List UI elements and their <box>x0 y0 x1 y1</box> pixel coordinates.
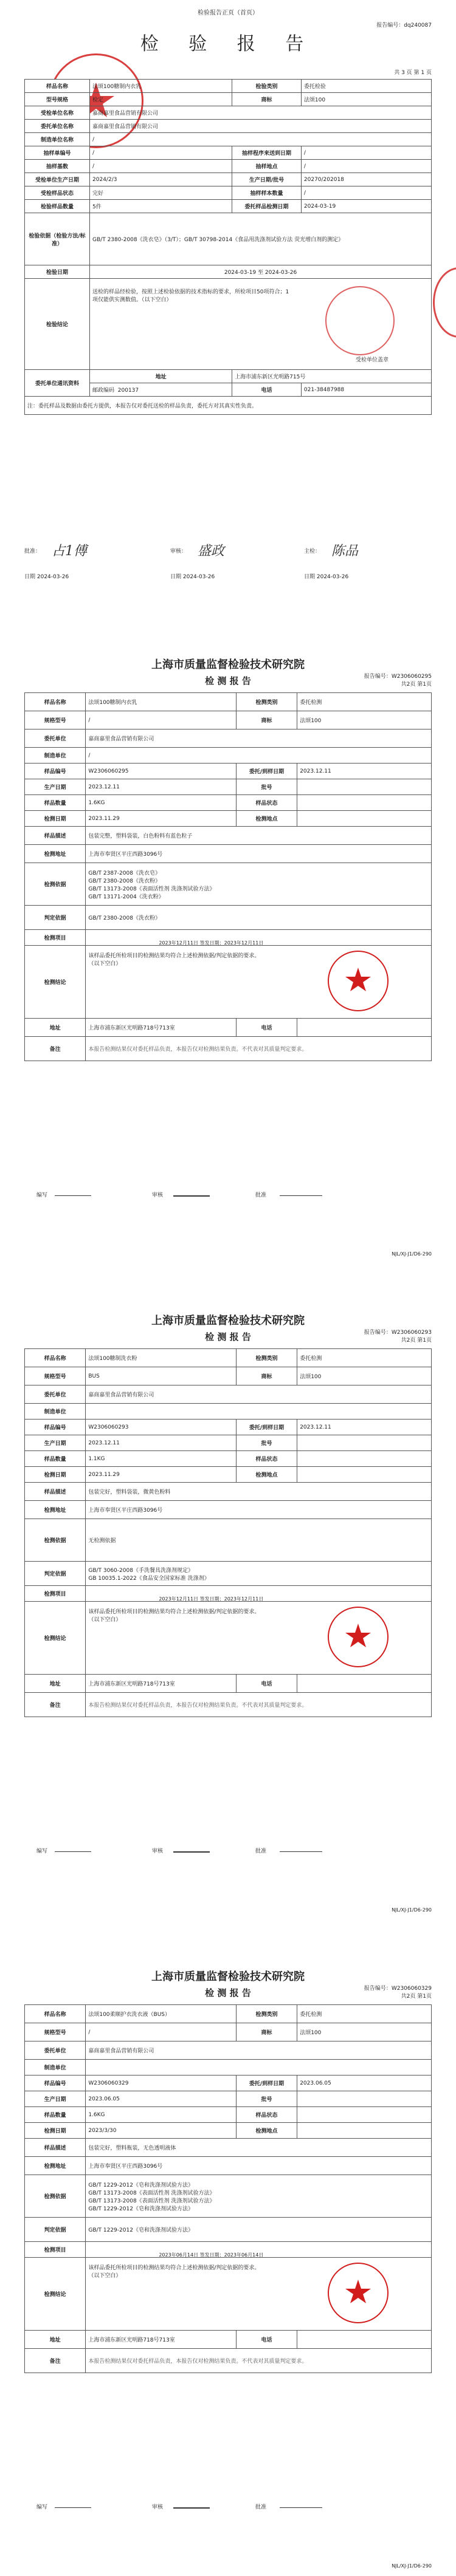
note-value: 注：委托样品及数据由委托方提供，本报告仅对委托送检的样品负责，委托方对其真实性负责。 <box>25 397 432 415</box>
state-label: 样品状态 <box>236 2107 297 2123</box>
batch-label: 生产日期/批号 <box>232 173 302 186</box>
report-subtitle: 检 测 报 告 <box>205 1987 251 1998</box>
brand-value: 法颂100 <box>297 1367 432 1385</box>
site-label: 检测地址 <box>25 1501 86 1519</box>
date-value: 2024/2/3 <box>90 173 232 186</box>
batch-value: 20270/202018 <box>301 173 431 186</box>
test-date-value: 2023/3/30 <box>86 2123 237 2139</box>
form-code: NJL/XJ-J1/D6-290 <box>392 1251 432 1257</box>
qty-label: 样品数量 <box>25 2107 86 2123</box>
inspection-type-value: 委托检验 <box>301 80 431 93</box>
production-date-label: 生产日期 <box>25 1435 86 1451</box>
site-value: 上海市奉贤区平庄西路3096号 <box>86 1501 432 1519</box>
judge-value: GB/T 2380-2008《洗衣粉》 <box>86 906 432 930</box>
test-date-label: 检测日期 <box>25 811 86 827</box>
report-number: 报告编号：W2306060329 <box>364 1986 432 1992</box>
inspected-unit-label: 受检单位名称 <box>25 106 90 120</box>
state-value <box>297 1451 432 1467</box>
basis-value: 无检测依据 <box>86 1519 432 1562</box>
report-subtitle: 检 测 报 告 <box>205 1331 251 1342</box>
receive-date-value: 2023.06.05 <box>297 2075 432 2091</box>
receive-date-value: 2023.12.11 <box>297 1420 432 1435</box>
sample-no-value: W2306060329 <box>86 2075 237 2091</box>
status-value: 完好 <box>90 186 232 200</box>
addr-value: 上海市浦东新区光明路718号713室 <box>86 1019 237 1037</box>
approver-label: 批准： <box>24 548 41 555</box>
sampling-base-value: / <box>90 160 232 173</box>
sample-name-value: 法颂100糖制内衣乳 <box>90 80 232 93</box>
sample-no-label: 样品编号 <box>25 2075 86 2091</box>
remark-label: 备注 <box>25 2349 86 2373</box>
qty-value: 1.1KG <box>86 1451 237 1467</box>
sample-no-label: 样品编号 <box>25 1420 86 1435</box>
conclusion-cell <box>86 2252 432 2331</box>
judge-label: 判定依据 <box>25 2218 86 2242</box>
basis-label: 检测依据 <box>25 1519 86 1562</box>
period-label: 检验日期 <box>25 265 90 279</box>
institute-name: 上海市质量监督检验技术研究院 <box>151 1314 305 1327</box>
conclusion-seal-stamp <box>325 286 395 355</box>
batch-value <box>297 1435 432 1451</box>
test-report-page-p3 <box>0 1282 456 1932</box>
state-label: 样品状态 <box>236 795 297 811</box>
qty-label: 抽样样本数量 <box>232 186 302 200</box>
inspection-seal-stamp <box>328 1607 389 1667</box>
report-number: 报告编号：dq240087 <box>376 22 432 29</box>
seal-star-icon <box>329 952 387 1010</box>
state-value <box>297 795 432 811</box>
inspection-seal-stamp <box>328 2263 389 2323</box>
sampling-place-label: 抽样地点 <box>232 160 302 173</box>
form-code: NJL/XJ-J1/D6-290 <box>392 1907 432 1913</box>
site-value: 上海市奉贤区平庄西路3096号 <box>86 2157 432 2175</box>
test-place-value <box>297 2123 432 2139</box>
approver-date: 日期 2024-03-26 <box>24 574 69 580</box>
conclusion-value: 该样品委托所检项目的检测结果均符合上述检测依据/判定依据的要求。 （以下空白） <box>88 953 260 967</box>
seal-star-icon <box>329 1608 387 1666</box>
client-label: 委托单位 <box>25 729 86 748</box>
inspection-seal-stamp <box>328 951 389 1011</box>
reviewer-label: 审核 <box>152 2504 164 2510</box>
brand-value: 法颂100 <box>297 711 432 729</box>
brand-label: 商标 <box>236 2023 297 2041</box>
client-label: 委托单位 <box>25 2041 86 2060</box>
conclusion-value: 送检的样品经检验，按照上述检验依据的技术指标的要求，所检项目50项符合；1项仅能供实测数值。（以下空白） <box>92 289 289 303</box>
signature-row <box>36 1191 426 1227</box>
conclusion-label: 检测结论 <box>25 946 86 1019</box>
report-number: 报告编号：W2306060295 <box>364 674 432 680</box>
reviewer-label: 审核 <box>152 1848 164 1854</box>
brand-label: 商标 <box>236 711 297 729</box>
sample-name-label: 样品名称 <box>25 1349 86 1367</box>
test-report-page-p2 <box>0 626 456 1276</box>
report-number-block <box>364 1329 432 1345</box>
addr-label: 地址 <box>25 1675 86 1693</box>
type-value: 委托检测 <box>297 2005 432 2023</box>
judge-label: 判定依据 <box>25 1562 86 1586</box>
type-value: 委托检测 <box>297 693 432 711</box>
conclusion-label: 检验结论 <box>25 279 90 370</box>
judge-value: GB/T 1229-2012《皂和洗涤剂试验方法》 <box>86 2218 432 2242</box>
recv-label: 委托样品检测日期 <box>232 200 302 213</box>
report-number: 报告编号：W2306060293 <box>364 1330 432 1336</box>
reviewer-label: 审核： <box>170 548 187 555</box>
sampling-place-value: / <box>301 160 431 173</box>
production-date-label: 生产日期 <box>25 2091 86 2107</box>
producer-value: / <box>86 748 432 764</box>
approver-signature <box>280 2507 322 2508</box>
author-signature <box>55 1851 91 1852</box>
author-signature <box>55 1195 91 1196</box>
test-place-label: 检测地点 <box>236 2123 297 2139</box>
judge-label: 判定依据 <box>25 906 86 930</box>
production-date-label: 生产日期 <box>25 779 86 795</box>
sampling-base-label: 抽样基数 <box>25 160 90 173</box>
producer-label: 制造单位 <box>25 2060 86 2075</box>
sample-name-label: 样品名称 <box>25 693 86 711</box>
page-header: 检验报告正页（首页） <box>198 10 258 16</box>
sample-no-value: W2306060293 <box>86 1420 237 1435</box>
issue-date: 2023年12月11日 签发日期：2023年12月11日 <box>159 1596 264 1602</box>
qty-value: / <box>301 186 431 200</box>
client-value: 嘉商嘉里食品营销有限公司 <box>86 1385 432 1404</box>
sample-name-value: 法颂100糖制内衣乳 <box>86 693 237 711</box>
test-place-value <box>297 1467 432 1483</box>
addr-value: 上海市浦东新区光明路718号713室 <box>86 2331 237 2349</box>
author-signature <box>55 2507 91 2508</box>
report-subtitle: 检 测 报 告 <box>205 675 251 686</box>
approver-label: 批准 <box>255 1848 267 1854</box>
judge-value: GB/T 3060-2008《手洗餐具洗涤剂规定》 GB 10035.1-2022《食品安全国家标准 洗涤剂》 <box>86 1562 432 1586</box>
test-date-value: 2023.11.29 <box>86 1467 237 1483</box>
reviewer-signature: 盛政 <box>198 544 225 559</box>
batch-label: 批号 <box>236 2091 297 2107</box>
desc-value: 包装完整，塑料袋装，白色粉料有蓝色粒子 <box>86 827 432 845</box>
reviewer-signature <box>173 2507 210 2509</box>
model-label: 型号规格 <box>25 93 90 106</box>
site-label: 检测地址 <box>25 2157 86 2175</box>
basis-label: 检测依据 <box>25 863 86 906</box>
issue-date: 2023年06月14日 签发日期：2023年06月14日 <box>159 2252 264 2258</box>
basis-value: GB/T 1229-2012《皂和洗涤剂试验方法》 GB/T 13173-2008《表面活性剂 洗涤剂试验方法》 GB/T 13173-2008《表面活性剂 洗涤剂试验方法》 GB/T 1229-2012《皂和洗涤剂试验方法》 <box>86 2175 432 2218</box>
report-title: 检 验 报 告 <box>140 33 316 55</box>
qty-label: 样品数量 <box>25 1451 86 1467</box>
basis-label: 检测依据 <box>25 2175 86 2218</box>
addr-label: 地址 <box>90 370 232 383</box>
remark-value: 本报告检测结果仅对委托样品负责，本报告仅对检测结果负责。不代表对其质量判定要求。 <box>86 1693 432 1717</box>
client-value: 嘉商嘉里食品营销有限公司 <box>86 2041 432 2060</box>
sample-name-label: 样品名称 <box>25 2005 86 2023</box>
amount-label: 检验样品数量 <box>25 200 90 213</box>
test-table <box>24 2004 432 2373</box>
conclusion-value: 该样品委托所检项目的检测结果均符合上述检测依据/判定依据的要求。 （以下空白） <box>88 1609 260 1623</box>
model-value: 检定 <box>90 93 232 106</box>
tel-value <box>297 1019 432 1037</box>
reviewer-label: 审核 <box>152 1192 164 1198</box>
inspector-date: 日期 2024-03-26 <box>304 574 349 580</box>
approver-label: 批准 <box>255 1192 267 1198</box>
producer-label: 制造单位 <box>25 748 86 764</box>
addr-label: 地址 <box>25 1019 86 1037</box>
sample-no-value: W2306060295 <box>86 764 237 779</box>
approver-signature <box>280 1851 322 1852</box>
production-date-value: 2023.12.11 <box>86 1435 237 1451</box>
sample-name-label: 样品名称 <box>25 80 90 93</box>
remark-value: 本报告检测结果仅对委托样品负责，本报告仅对检测结果负责。不代表对其质量判定要求。 <box>86 2349 432 2373</box>
edge-seal-stamp <box>433 267 456 338</box>
approver-label: 批准 <box>255 2504 267 2510</box>
desc-label: 样品描述 <box>25 827 86 845</box>
approver-signature <box>280 1195 322 1196</box>
tel-label: 电话 <box>236 1675 297 1693</box>
type-value: 委托检测 <box>297 1349 432 1367</box>
test-report-page-p4 <box>0 1938 456 2576</box>
receive-date-label: 委托/到样日期 <box>236 2075 297 2091</box>
brand-value: 法颂100 <box>297 2023 432 2041</box>
type-label: 检测类别 <box>236 693 297 711</box>
state-value <box>297 2107 432 2123</box>
conclusion-cell <box>90 279 432 370</box>
producer-value <box>86 1404 432 1420</box>
test-date-label: 检测日期 <box>25 1467 86 1483</box>
production-date-value: 2023.06.05 <box>86 2091 237 2107</box>
conclusion-cell <box>86 1596 432 1675</box>
client-unit-label: 委托单位名称 <box>25 120 90 133</box>
qty-label: 样品数量 <box>25 795 86 811</box>
model-value: BUS <box>86 1367 237 1385</box>
site-value: 上海市奉贤区平庄西路3096号 <box>86 845 432 863</box>
test-place-value <box>297 811 432 827</box>
tel-label: 电话 <box>232 383 302 397</box>
sampler-label: 抽样单编号 <box>25 146 90 160</box>
issue-date: 2023年12月11日 签发日期：2023年12月11日 <box>159 940 264 946</box>
desc-value: 包装完好，塑料瓶装，无色透明液体 <box>86 2139 432 2157</box>
tel-label: 电话 <box>236 2331 297 2349</box>
model-label: 规格型号 <box>25 1367 86 1385</box>
desc-label: 样品描述 <box>25 2139 86 2157</box>
basis-label: 检验依据（检验方法/标准） <box>25 213 90 265</box>
report-number-block <box>364 673 432 689</box>
client-unit-value: 嘉商嘉里食品营销有限公司 <box>90 120 432 133</box>
remark-label: 备注 <box>25 1693 86 1717</box>
author-label: 编写 <box>36 1848 48 1854</box>
receive-date-label: 委托/到样日期 <box>236 764 297 779</box>
qty-value: 1.6KG <box>86 795 237 811</box>
reviewer-signature <box>173 1851 210 1853</box>
form-code: NJL/XJ-J1/D6-290 <box>392 2563 432 2569</box>
basis-value: GB/T 2387-2008《洗衣皂》 GB/T 2380-2008《洗衣粉》 GB/T 13173-2008《表面活性剂 洗涤剂试验方法》 GB/T 13171-2004《洗衣粉》 <box>86 863 432 906</box>
conclusion-cell <box>86 940 432 1019</box>
page-number: 共2页 第1页 <box>401 1338 432 1344</box>
producer-value: / <box>90 133 432 146</box>
sample-name-value: 法颂100糖制洗衣粉 <box>86 1349 237 1367</box>
page-number: 共2页 第1页 <box>401 1993 432 2000</box>
period-value: 2024-03-19 至 2024-03-26 <box>90 265 432 279</box>
remark-label: 备注 <box>25 1037 86 1061</box>
brand-label: 商标 <box>232 93 302 106</box>
addr-value: 上海市浦东新区光明路715号 <box>232 370 432 383</box>
sample-name-value: 法颂100柔顺护衣洗衣液（BUS） <box>86 2005 237 2023</box>
zip-label: 邮政编码 <box>92 388 115 394</box>
batch-value <box>297 2091 432 2107</box>
zip-cell <box>90 383 232 397</box>
addr-value: 上海市浦东新区光明路718号713室 <box>86 1675 237 1693</box>
test-table <box>24 692 432 1061</box>
author-label: 编写 <box>36 2504 48 2510</box>
producer-label: 制造单位 <box>25 1404 86 1420</box>
zip-value: 200137 <box>117 388 139 394</box>
inspected-unit-value: 嘉商嘉里食品营销有限公司 <box>90 106 432 120</box>
client-value: 嘉商嘉里食品营销有限公司 <box>86 729 432 748</box>
test-date-label: 检测日期 <box>25 2123 86 2139</box>
producer-value <box>86 2060 432 2075</box>
institute-name: 上海市质量监督检验技术研究院 <box>151 1970 305 1983</box>
model-label: 规格型号 <box>25 2023 86 2041</box>
status-label: 受检样品状态 <box>25 186 90 200</box>
report-table <box>24 79 432 415</box>
type-label: 检测类别 <box>236 2005 297 2023</box>
conclusion-label: 检测结论 <box>25 2258 86 2331</box>
brand-value: 法颂100 <box>301 93 431 106</box>
client-contact-label: 委托单位通讯资料 <box>25 370 90 397</box>
batch-label: 批号 <box>236 779 297 795</box>
batch-value <box>297 779 432 795</box>
items-label: 检测项目 <box>25 2242 86 2258</box>
brand-label: 商标 <box>236 1367 297 1385</box>
model-value: / <box>86 711 237 729</box>
tel-value: 021-38487988 <box>301 383 431 397</box>
inspection-type-label: 检验类别 <box>232 80 302 93</box>
test-date-value: 2023.11.29 <box>86 811 237 827</box>
date-label: 受检单位生产日期 <box>25 173 90 186</box>
items-label: 检测项目 <box>25 930 86 946</box>
test-place-label: 检测地点 <box>236 811 297 827</box>
tel-label: 电话 <box>236 1019 297 1037</box>
batch-label: 批号 <box>236 1435 297 1451</box>
model-value: / <box>86 2023 237 2041</box>
production-date-value: 2023.12.11 <box>86 779 237 795</box>
client-label: 委托单位 <box>25 1385 86 1404</box>
sample-no-label: 样品编号 <box>25 764 86 779</box>
state-label: 样品状态 <box>236 1451 297 1467</box>
approver-signature: 占1傅 <box>52 544 87 559</box>
conclusion-label: 检测结论 <box>25 1602 86 1675</box>
recv-value: 2024-03-19 <box>301 200 431 213</box>
sampler-value: / <box>90 146 232 160</box>
type-label: 检测类别 <box>236 1349 297 1367</box>
report-page-1 <box>0 0 456 613</box>
tel-value <box>297 2331 432 2349</box>
signature-row <box>36 1847 426 1883</box>
desc-value: 包装完好，塑料袋装，微黄色粉料 <box>86 1483 432 1501</box>
sampling-person-value: / <box>301 146 431 160</box>
reviewer-signature <box>173 1195 210 1197</box>
items-label: 检测项目 <box>25 1586 86 1602</box>
conclusion-value: 该样品委托所检项目的检测结果均符合上述检测依据/判定依据的要求。 （以下空白） <box>88 2265 260 2279</box>
signature-row <box>36 2503 426 2539</box>
amount-value: 5件 <box>90 200 232 213</box>
producer-label: 制造单位名称 <box>25 133 90 146</box>
addr-label: 地址 <box>25 2331 86 2349</box>
reviewer-date: 日期 2024-03-26 <box>170 574 215 580</box>
report-number-block <box>364 1985 432 2001</box>
receive-date-label: 委托/到样日期 <box>236 1420 297 1435</box>
qty-value: 1.6KG <box>86 2107 237 2123</box>
tel-value <box>297 1675 432 1693</box>
inspector-signature: 陈品 <box>331 544 359 559</box>
page-count: 共 3 页 第 1 页 <box>394 70 432 76</box>
receive-date-value: 2023.12.11 <box>297 764 432 779</box>
model-label: 规格型号 <box>25 711 86 729</box>
stamp-caption: 受检单位盖章 <box>355 357 389 363</box>
institute-name: 上海市质量监督检验技术研究院 <box>151 658 305 671</box>
basis-value: GB/T 2380-2008《洗衣皂》（3/T）；GB/T 30798-2014《食品用洗涤剂试验方法 荧光增白剂的测定》 <box>90 213 432 265</box>
seal-star-icon <box>329 2264 387 2322</box>
test-place-label: 检测地点 <box>236 1467 297 1483</box>
desc-label: 样品描述 <box>25 1483 86 1501</box>
remark-value: 本报告检测结果仅对委托样品负责，本报告仅对检测结果负责。不代表对其质量判定要求。 <box>86 1037 432 1061</box>
inspector-label: 主检： <box>304 548 321 555</box>
sampling-person-label: 抽样程序来送到日期 <box>232 146 302 160</box>
author-label: 编写 <box>36 1192 48 1198</box>
test-table <box>24 1348 432 1717</box>
page-number: 共2页 第1页 <box>401 682 432 688</box>
site-label: 检测地址 <box>25 845 86 863</box>
